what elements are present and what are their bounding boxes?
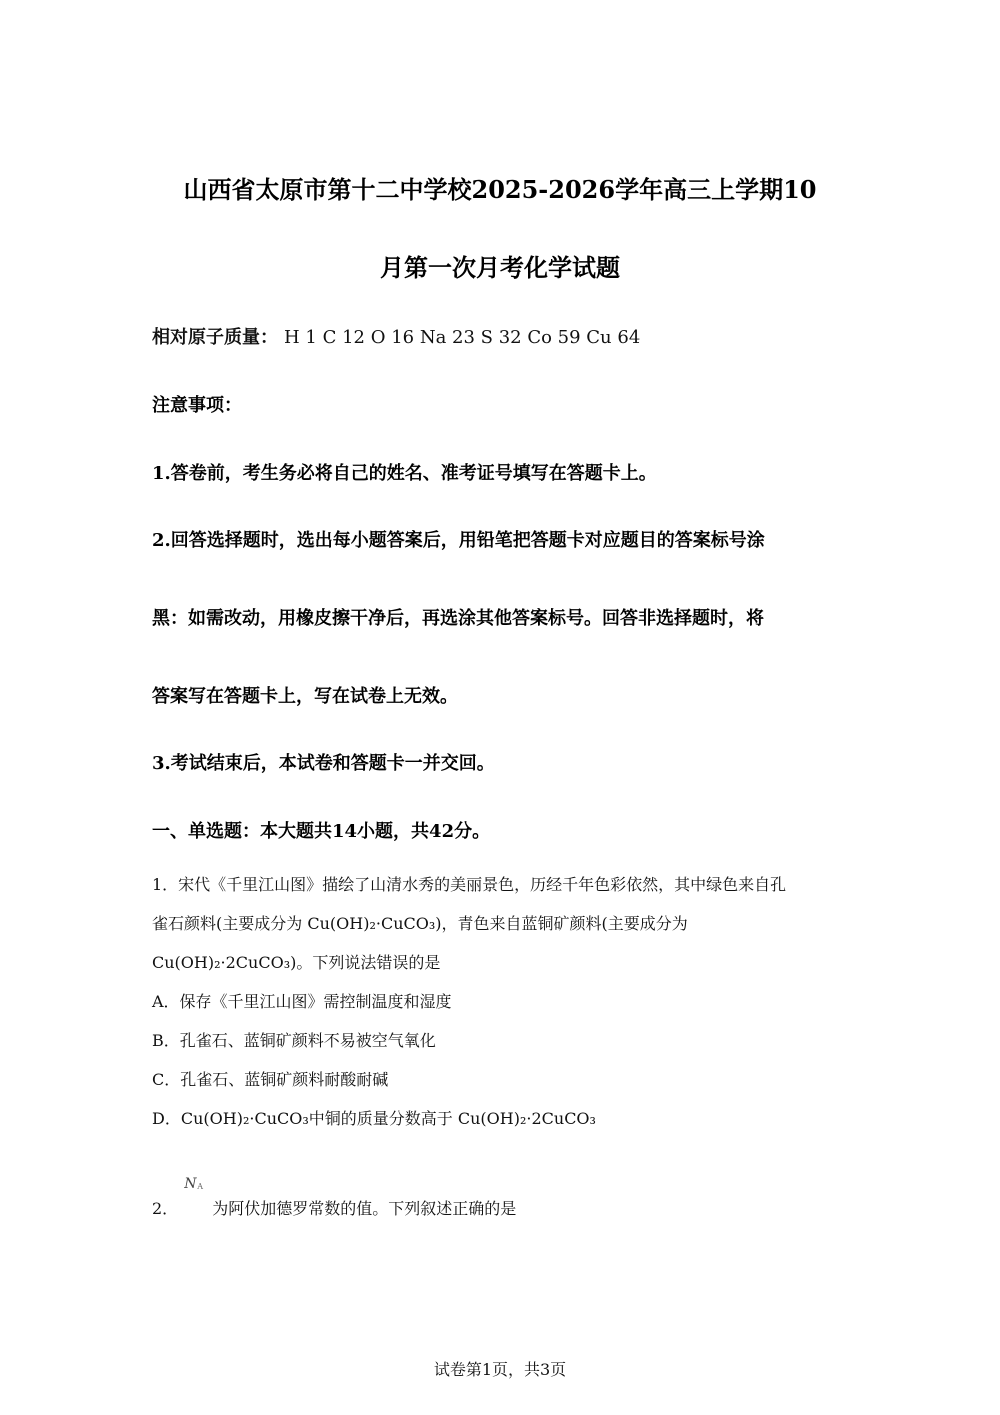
avogadro-symbol — [178, 1176, 212, 1214]
q1-option-d — [152, 1106, 596, 1129]
note-item-1: 1.答卷前，考生务必将自己的姓名、准考证号填写在答题卡上。 — [152, 463, 657, 484]
q1-line-2-text-a: 雀石颜料(主要成分为 — [152, 914, 308, 933]
avogadro-symbol-n: N — [184, 1176, 197, 1192]
q1-option-d-formula-1: Cu(OH)₂·CuCO₃ — [180, 1109, 309, 1128]
q2-text: 为阿伏加德罗常数的值。下列叙述正确的是 — [212, 1199, 517, 1218]
q1-line-3-text: )。下列说法错误的是 — [290, 953, 441, 972]
q1-line-1: 1．宋代《千里江山图》描绘了山清水秀的美丽景色，历经千年色彩依然，其中绿色来自孔 — [152, 875, 787, 894]
q1-option-c: C．孔雀石、蓝铜矿颜料耐酸耐碱 — [152, 1070, 389, 1089]
note-item-2-line-3: 答案写在答题卡上，写在试卷上无效。 — [152, 686, 458, 707]
atomic-masses-values: H 1 C 12 O 16 Na 23 S 32 Co 59 Cu 64 — [284, 327, 641, 348]
q1-option-d-text: 中铜的质量分数高于 — [308, 1109, 458, 1128]
q1-option-a: A．保存《千里江山图》需控制温度和湿度 — [152, 992, 452, 1011]
q1-option-d-formula-2: Cu(OH)₂·2CuCO₃ — [457, 1109, 596, 1128]
q1-line-2 — [152, 911, 688, 934]
section-1-heading: 一、单选题：本大题共14小题，共42分。 — [152, 821, 491, 842]
q1-line-2-text-b: )，青色来自蓝铜矿颜料(主要成分为 — [435, 914, 688, 933]
q2-number: 2． — [152, 1199, 179, 1218]
q1-option-d-label: D． — [152, 1109, 181, 1128]
notes-heading: 注意事项： — [152, 395, 242, 416]
atomic-masses-label: 相对原子质量： — [152, 327, 278, 348]
note-item-2-line-2: 黑：如需改动，用橡皮擦干净后，再选涂其他答案标号。回答非选择题时，将 — [152, 608, 764, 629]
title-line-1: 山西省太原市第十二中学校2025-2026学年高三上学期10 — [183, 175, 817, 204]
q1-formula-azurite: Cu(OH)₂·2CuCO₃ — [152, 953, 291, 972]
q1-option-b: B．孔雀石、蓝铜矿颜料不易被空气氧化 — [152, 1031, 436, 1050]
atomic-masses — [152, 323, 640, 349]
note-item-3: 3.考试结束后，本试卷和答题卡一并交回。 — [152, 753, 495, 774]
q1-formula-malachite: Cu(OH)₂·CuCO₃ — [307, 914, 436, 933]
q1-line-3 — [152, 950, 440, 973]
note-item-2-line-1: 2.回答选择题时，选出每小题答案后，用铅笔把答题卡对应题目的答案标号涂 — [152, 530, 765, 551]
avogadro-symbol-sub: A — [197, 1182, 203, 1191]
title-line-2: 月第一次月考化学试题 — [380, 253, 620, 282]
q2-line — [152, 1176, 517, 1219]
page-footer: 试卷第1页，共3页 — [433, 1360, 567, 1379]
